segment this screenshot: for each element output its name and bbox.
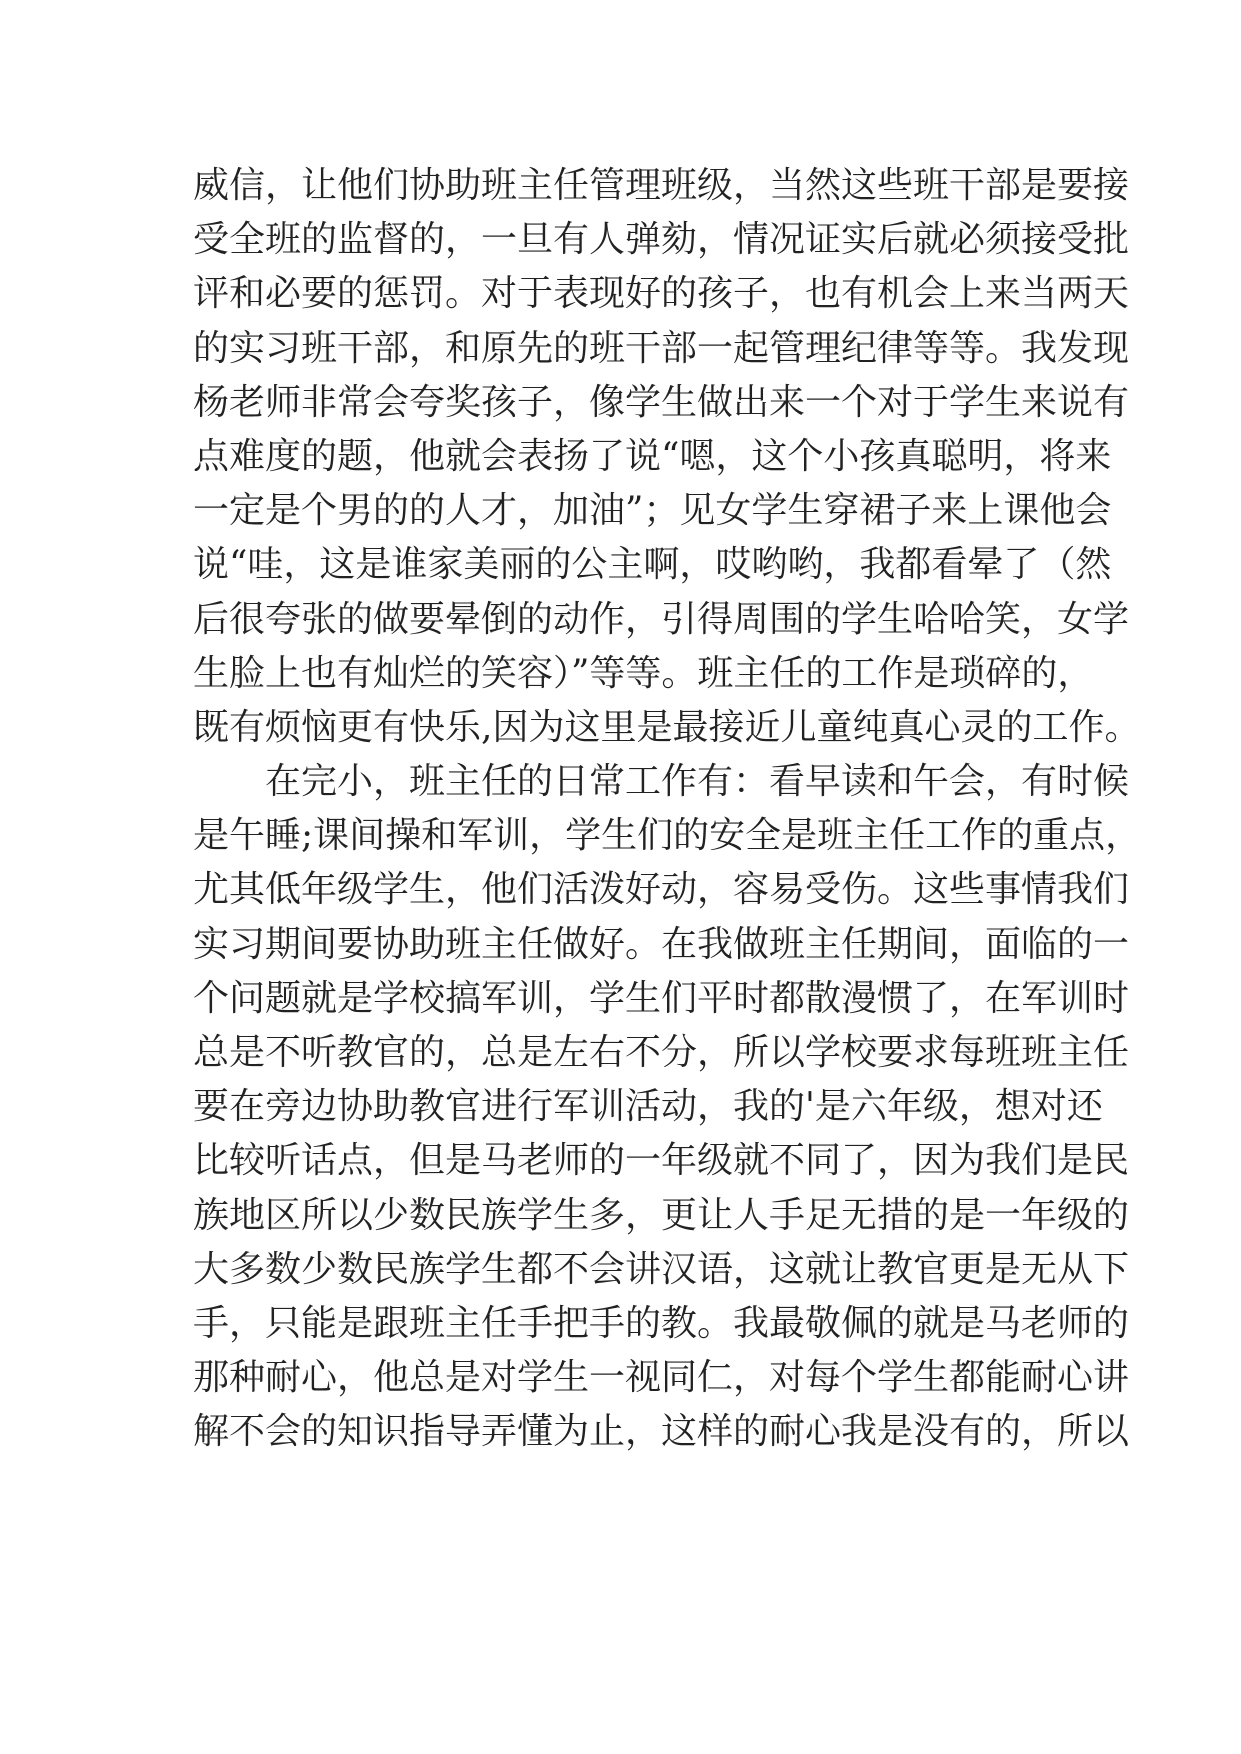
text-line: 是午睡;课间操和军训，学生们的安全是班主任工作的重点， <box>193 815 1142 857</box>
text-line: 评和必要的惩罚。对于表现好的孩子，也有机会上来当两天 <box>193 273 1130 315</box>
text-line: 点难度的题，他就会表扬了说“嗯，这个小孩真聪明，将来 <box>193 435 1112 477</box>
text-line: 既有烦恼更有快乐,因为这里是最接近儿童纯真心灵的工作。 <box>193 706 1141 748</box>
text-line: 一定是个男的的人才，加油”；见女学生穿裙子来上课他会 <box>193 490 1112 532</box>
text-line: 说“哇，这是谁家美丽的公主啊，哎哟哟，我都看晕了（然 <box>193 544 1112 586</box>
text-line: 受全班的监督的，一旦有人弹劾，情况证实后就必须接受批 <box>193 219 1130 261</box>
text-line: 威信，让他们协助班主任管理班级，当然这些班干部是要接 <box>193 165 1130 206</box>
text-line: 比较听话点，但是马老师的一年级就不同了，因为我们是民 <box>193 1140 1130 1182</box>
text-line: 尤其低年级学生，他们活泼好动，容易受伤。这些事情我们 <box>193 869 1130 911</box>
text-line: 实习期间要协助班主任做好。在我做班主任期间，面临的一 <box>193 923 1130 965</box>
text-line: 要在旁边协助教官进行军训活动，我的'是六年级，想对还 <box>193 1086 1103 1128</box>
text-line: 总是不听教官的，总是左右不分，所以学校要求每班班主任 <box>193 1032 1130 1073</box>
text-line: 那种耐心，他总是对学生一视同仁，对每个学生都能耐心讲 <box>193 1357 1130 1399</box>
paragraph-first-line: 在完小，班主任的日常工作有：看早读和午会，有时候 <box>265 761 1130 803</box>
text-line: 生脸上也有灿烂的笑容）”等等。班主任的工作是琐碎的， <box>193 652 1094 694</box>
text-line: 手，只能是跟班主任手把手的教。我最敬佩的就是马老师的 <box>193 1302 1130 1344</box>
text-line: 杨老师非常会夸奖孩子，像学生做出来一个对于学生来说有 <box>193 381 1130 423</box>
text-line: 解不会的知识指导弄懂为止，这样的耐心我是没有的，所以 <box>193 1411 1130 1453</box>
text-line: 后很夸张的做要晕倒的动作，引得周围的学生哈哈笑，女学 <box>193 598 1130 640</box>
body-text <box>193 159 1142 1460</box>
text-line: 族地区所以少数民族学生多，更让人手足无措的是一年级的 <box>193 1194 1130 1236</box>
text-line: 的实习班干部，和原先的班干部一起管理纪律等等。我发现 <box>193 327 1130 369</box>
text-line: 大多数少数民族学生都不会讲汉语，这就让教官更是无从下 <box>193 1248 1130 1290</box>
text-line: 个问题就是学校搞军训，学生们平时都散漫惯了，在军训时 <box>193 977 1130 1019</box>
